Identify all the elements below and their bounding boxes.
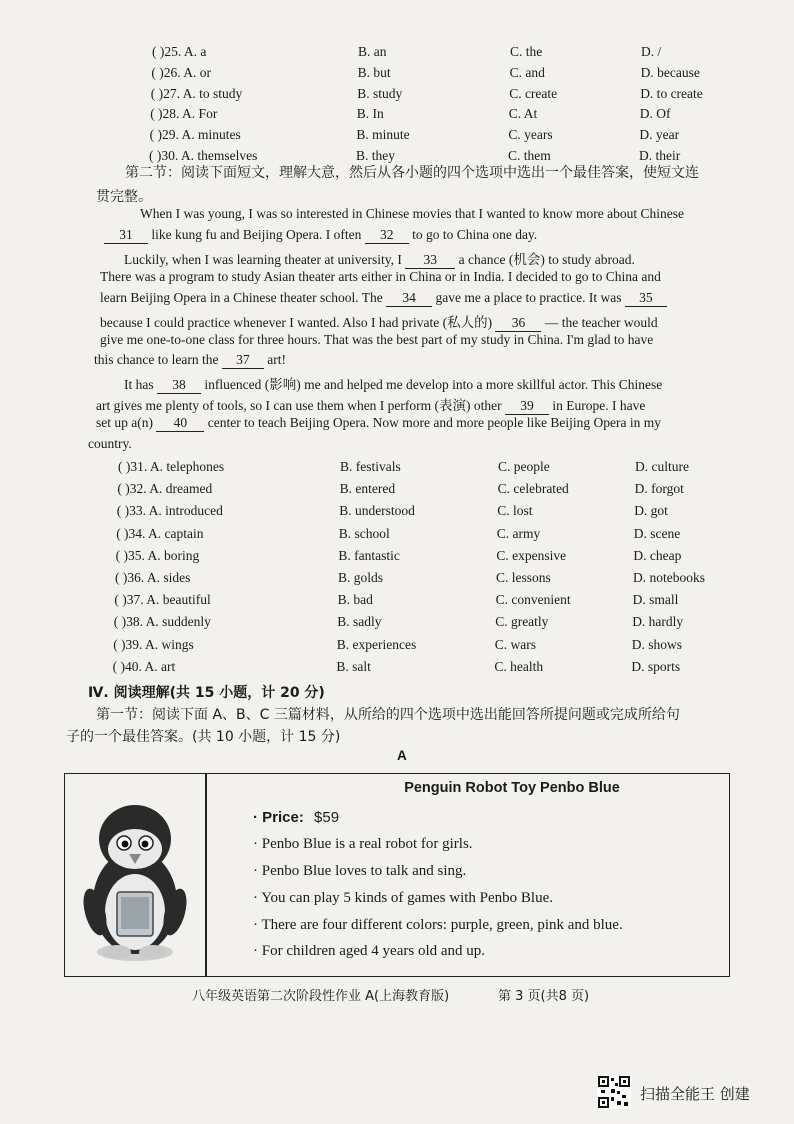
- question-row: [0, 127, 794, 147]
- option-b[interactable]: B. entered: [339, 481, 396, 497]
- option-d[interactable]: D. forgot: [634, 481, 684, 497]
- option-c[interactable]: C. them: [508, 148, 551, 163]
- question-stem[interactable]: ( )32. A. dreamed: [117, 481, 213, 497]
- question-stem[interactable]: ( )28. A. For: [150, 106, 218, 122]
- passage-line: give me one-to-one class for three hours. That was the best part of my study in China. I'm glad to have: [100, 332, 654, 347]
- question-stem[interactable]: ( )38. A. suddenly: [113, 614, 211, 630]
- question-row: [0, 526, 794, 546]
- ad-feature: · For children aged 4 years old and up.: [253, 943, 486, 959]
- blank-35[interactable]: 35: [625, 290, 667, 307]
- passage-line: There was a program to study Asian theater arts either in China or in India. I decided to go to China and: [100, 269, 661, 284]
- option-b[interactable]: B. but: [357, 64, 391, 80]
- part4-instruction: 第一节：阅读下面 A、B、C 三篇材料，从所给的四个选项中选出能回答所提问题或完成所给句: [96, 707, 680, 723]
- question-stem[interactable]: ( )30. A. themselves: [149, 148, 258, 163]
- question-row: [0, 459, 794, 479]
- ad-feature: · Penbo Blue loves to talk and sing.: [253, 863, 467, 879]
- question-stem[interactable]: ( )31. A. telephones: [118, 459, 225, 474]
- option-c[interactable]: C. At: [508, 106, 538, 122]
- option-c[interactable]: C. expensive: [496, 547, 567, 563]
- ad-feature: · You can play 5 kinds of games with Penbo Blue.: [253, 890, 553, 906]
- option-d[interactable]: D. scene: [633, 525, 681, 541]
- option-d[interactable]: D. notebooks: [633, 570, 705, 585]
- question-row: [0, 659, 794, 679]
- blank-39[interactable]: 39: [505, 398, 549, 415]
- option-c[interactable]: C. celebrated: [497, 481, 569, 497]
- option-b[interactable]: B. golds: [338, 570, 384, 585]
- option-b[interactable]: B. understood: [339, 503, 415, 519]
- option-c[interactable]: C. wars: [494, 636, 537, 652]
- option-c[interactable]: C. and: [509, 64, 545, 80]
- option-c[interactable]: C. lessons: [496, 570, 551, 585]
- passage-line: this chance to learn the 37 art!: [94, 352, 286, 367]
- question-row: [0, 637, 794, 657]
- question-row: [0, 570, 794, 590]
- option-d[interactable]: D. got: [634, 503, 668, 519]
- option-b[interactable]: B. bad: [337, 592, 373, 608]
- question-row: [0, 548, 794, 568]
- option-d[interactable]: D. culture: [635, 459, 689, 474]
- question-stem[interactable]: ( )35. A. boring: [115, 547, 200, 563]
- option-b[interactable]: B. study: [357, 85, 403, 101]
- option-b[interactable]: B. an: [358, 44, 387, 59]
- scanner-brand: 扫描全能王 创建: [640, 1085, 750, 1103]
- option-b[interactable]: B. In: [356, 106, 384, 122]
- penguin-robot-image: [75, 794, 195, 964]
- passage-line: It has 38 influenced (影响) me and helped me develop into a more skillful actor. This Chinese: [124, 377, 663, 392]
- option-c[interactable]: C. convenient: [495, 592, 571, 608]
- option-c[interactable]: C. lost: [497, 503, 533, 519]
- option-b[interactable]: B. fantastic: [338, 547, 400, 563]
- passage-line: because I could practice whenever I wanted. Also I had private (私人的) 36 — the teacher would: [100, 315, 658, 330]
- option-d[interactable]: D. /: [641, 44, 662, 59]
- question-stem[interactable]: ( )36. A. sides: [115, 570, 191, 585]
- blank-37[interactable]: 37: [222, 352, 264, 369]
- part4-instruction-cont: 子的一个最佳答案。(共 10 小题，计 15 分): [66, 729, 341, 745]
- option-c[interactable]: C. the: [510, 44, 543, 59]
- question-stem[interactable]: ( )33. A. introduced: [116, 503, 223, 519]
- passage-line: 31 like kung fu and Beijing Opera. I often 32 to go to China one day.: [104, 227, 537, 244]
- ad-divider: [205, 774, 207, 976]
- question-stem[interactable]: ( )27. A. to study: [150, 85, 243, 101]
- option-b[interactable]: B. school: [338, 525, 390, 541]
- option-c[interactable]: C. people: [498, 459, 550, 474]
- section2-instruction: 第二节：阅读下面短文，理解大意，然后从各小题的四个选项中选出一个最佳答案，使短文连: [125, 165, 699, 181]
- option-b[interactable]: B. minute: [356, 127, 410, 143]
- question-row: [0, 86, 794, 106]
- passage-label: A: [397, 748, 407, 763]
- option-d[interactable]: D. sports: [631, 658, 681, 674]
- option-c[interactable]: C. health: [494, 658, 544, 674]
- blank-31[interactable]: 31: [104, 227, 148, 244]
- question-row: [0, 481, 794, 501]
- question-row: [0, 592, 794, 612]
- part4-heading: Ⅳ. 阅读理解(共 15 小题，计 20 分): [88, 685, 325, 701]
- ad-feature: · There are four different colors: purple, green, pink and blue.: [253, 917, 623, 933]
- passage-line: learn Beijing Opera in a Chinese theater school. The 34 gave me a place to practice. It was 35: [100, 290, 667, 307]
- question-stem[interactable]: ( )34. A. captain: [116, 525, 204, 541]
- option-d[interactable]: D. hardly: [632, 614, 684, 630]
- option-d[interactable]: D. their: [639, 148, 681, 163]
- question-stem[interactable]: ( )39. A. wings: [113, 636, 194, 652]
- question-row: [0, 65, 794, 85]
- question-stem[interactable]: ( )40. A. art: [112, 658, 176, 674]
- passage-line: Luckily, when I was learning theater at university, I 33 a chance (机会) to study abroad.: [124, 252, 635, 267]
- question-stem[interactable]: ( )26. A. or: [151, 64, 212, 80]
- option-c[interactable]: C. create: [509, 85, 558, 101]
- question-row: [0, 44, 794, 64]
- passage-line: country.: [88, 436, 132, 451]
- option-b[interactable]: B. experiences: [336, 636, 417, 652]
- blank-33[interactable]: 33: [405, 252, 455, 269]
- ad-price: · Price: $59: [253, 809, 340, 826]
- question-row: [0, 106, 794, 126]
- option-d[interactable]: D. because: [640, 64, 700, 80]
- blank-32[interactable]: 32: [365, 227, 409, 244]
- option-c[interactable]: C. army: [496, 525, 541, 541]
- option-d[interactable]: D. cheap: [633, 547, 682, 563]
- option-b[interactable]: B. festivals: [340, 459, 401, 474]
- product-ad: [64, 773, 730, 977]
- question-row: [0, 614, 794, 634]
- page-number: 第 3 页(共8 页): [498, 989, 590, 1004]
- option-d[interactable]: D. small: [632, 592, 679, 608]
- ad-title: Penguin Robot Toy Penbo Blue: [404, 780, 620, 796]
- passage-line: When I was young, I was so interested in Chinese movies that I wanted to know more about Chinese: [140, 206, 685, 221]
- question-stem[interactable]: ( )29. A. minutes: [149, 127, 241, 143]
- blank-40[interactable]: 40: [156, 415, 204, 432]
- option-c[interactable]: C. greatly: [495, 614, 549, 630]
- qr-code-icon: [597, 1075, 631, 1109]
- passage-line: set up a(n) 40 center to teach Beijing Opera. Now more and more people like Beijing Opera in my: [96, 415, 661, 430]
- option-b[interactable]: B. they: [356, 148, 395, 163]
- blank-34[interactable]: 34: [386, 290, 432, 307]
- option-d[interactable]: D. shows: [631, 636, 683, 652]
- question-row: [0, 503, 794, 523]
- option-d[interactable]: D. Of: [639, 106, 671, 122]
- passage-line: art gives me plenty of tools, so I can use them when I perform (表演) other 39 in Europe. I have: [96, 398, 646, 413]
- option-c[interactable]: C. years: [508, 127, 553, 143]
- question-stem[interactable]: ( )37. A. beautiful: [114, 592, 211, 608]
- option-d[interactable]: D. year: [639, 127, 680, 143]
- option-d[interactable]: D. to create: [640, 85, 703, 101]
- section2-instruction-cont: 贯完整。: [96, 189, 152, 205]
- option-b[interactable]: B. salt: [336, 658, 371, 674]
- question-stem[interactable]: ( )25. A. a: [152, 44, 207, 59]
- footer-title: 八年级英语第二次阶段性作业 A(上海教育版): [192, 989, 450, 1004]
- blank-38[interactable]: 38: [157, 377, 201, 394]
- option-b[interactable]: B. sadly: [337, 614, 382, 630]
- ad-feature: · Penbo Blue is a real robot for girls.: [253, 836, 473, 852]
- blank-36[interactable]: 36: [495, 315, 541, 332]
